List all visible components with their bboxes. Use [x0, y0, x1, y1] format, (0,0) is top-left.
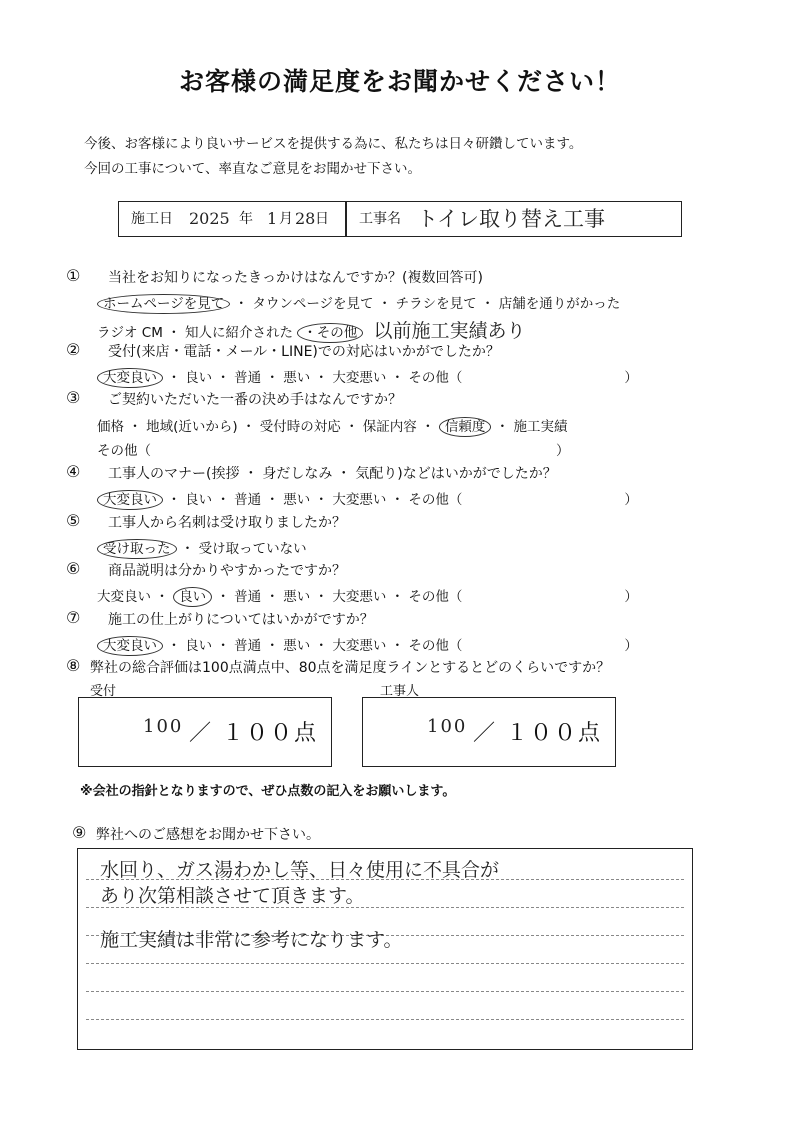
date-year-suffix: 年 [239, 211, 253, 227]
q7-text: 施工の仕上がりについてはいかがですか？ [108, 612, 374, 628]
date-month-suffix: 月 [279, 211, 293, 227]
q3-options-pre[interactable]: 価格 ・ 地域(近いから) ・ 受付時の対応 ・ 保証内容 ・ [97, 419, 439, 435]
q6-options-rest[interactable]: ・ 普通 ・ 悪い ・ 大変悪い ・ その他（ ） [212, 589, 638, 605]
q3-selected-option[interactable]: 信頼度 [439, 417, 492, 437]
q2-options [97, 366, 638, 386]
q5-text: 工事人から名刺は受け取りましたか？ [108, 515, 346, 531]
date-label[interactable]: 施工日 [131, 211, 173, 227]
q5-selected-option[interactable]: 受け取った [97, 539, 177, 559]
q1-options-radio[interactable]: ラジオ CM ・ 知人に紹介された [97, 325, 298, 341]
q4-selected-option[interactable]: 大変良い [97, 490, 163, 510]
q9-number: ⑨ [72, 823, 87, 842]
q1-text: 当社をお知りになったきっかけはなんですか？(複数回答可) [108, 270, 483, 286]
reception-score[interactable]: 100 [143, 716, 184, 737]
worker-score-suffix: ／ １００点 [473, 721, 602, 746]
q7-number: ⑦ [66, 608, 81, 627]
q3-options-post[interactable]: ・ 施工実績 [491, 419, 568, 435]
q6-options-pre[interactable]: 大変良い ・ [97, 589, 174, 605]
date-day[interactable]: 28 [295, 209, 316, 228]
q1-options-2 [97, 316, 526, 343]
q4-text: 工事人のマナー(挨拶 ・ 身だしなみ ・ 気配り)などはいかがでしたか？ [108, 466, 557, 482]
q4-options [97, 488, 638, 508]
q8-text: 弊社の総合評価は100点満点中、80点を満足度ラインとするとどのくらいですか？ [90, 660, 611, 676]
q9-text: 弊社へのご感想をお聞かせ下さい。 [96, 827, 320, 843]
q6-selected-option[interactable]: 良い [173, 587, 212, 607]
q4-number: ④ [66, 462, 81, 481]
q7-options-rest[interactable]: ・ 良い ・ 普通 ・ 悪い ・ 大変悪い ・ その他（ ） [163, 638, 638, 654]
q1-options-rest[interactable]: ・ タウンページを見て ・ チラシを見て ・ 店舗を通りがかった [230, 296, 621, 312]
q3-options [97, 415, 567, 435]
work-label: 工事名 [359, 211, 401, 227]
date-month[interactable]: 1 [267, 209, 278, 228]
date-day-suffix: 日 [315, 211, 329, 227]
comment-rule [86, 963, 684, 964]
q1-selected-other[interactable]: ・その他 [297, 323, 363, 343]
reception-score-box[interactable] [78, 697, 332, 767]
intro-line-1: 今後、お客様により良いサービスを提供する為に、私たちは日々研鑽しています。 [84, 136, 583, 152]
q6-number: ⑥ [66, 559, 81, 578]
q5-number: ⑤ [66, 511, 81, 530]
q6-text: 商品説明は分かりやすかったですか？ [108, 563, 346, 579]
worker-score-box[interactable] [362, 697, 616, 767]
reception-score-suffix: ／ １００点 [189, 721, 318, 746]
work-name[interactable]: トイレ取り替え工事 [417, 207, 605, 231]
q7-selected-option[interactable]: 大変良い [97, 636, 163, 656]
page-title: お客様の満足度をお聞かせください！ [178, 67, 621, 96]
q3-number: ③ [66, 388, 81, 407]
worker-label: 工事人 [380, 684, 420, 699]
score-note: ※会社の指針となりますので、ぜひ点数の記入をお願いします。 [80, 784, 456, 799]
q1-number: ① [66, 266, 81, 285]
q5-options [97, 537, 307, 557]
q3-text: ご契約いただいた一番の決め手はなんですか？ [108, 392, 402, 408]
q2-options-rest[interactable]: ・ 良い ・ 普通 ・ 悪い ・ 大変悪い ・ その他（ ） [163, 370, 638, 386]
q2-selected-option[interactable]: 大変良い [97, 368, 163, 388]
q1-other-handwritten[interactable]: 以前施工実績あり [373, 320, 526, 342]
comment-line-3[interactable]: 施工実績は非常に参考になります。 [100, 929, 403, 951]
work-info-box [118, 201, 682, 237]
q7-options [97, 634, 638, 654]
reception-label: 受付 [90, 684, 117, 699]
comment-line-2[interactable]: あり次第相談させて頂きます。 [100, 885, 365, 907]
comment-rule [86, 1019, 684, 1020]
intro-line-2: 今回の工事について、率直なご意見をお聞かせ下さい。 [84, 161, 421, 177]
q5-options-rest[interactable]: ・ 受け取っていない [176, 541, 307, 557]
q2-text: 受付(来店・電話・メール・LINE)での対応はいかがでしたか？ [108, 344, 500, 360]
q1-selected-homepage[interactable]: ホームページを見て [97, 294, 230, 314]
q8-number: ⑧ [66, 656, 81, 675]
worker-score[interactable]: 100 [427, 716, 468, 737]
q1-options-1 [97, 292, 620, 312]
comment-box[interactable] [77, 848, 693, 1050]
info-divider [345, 202, 347, 236]
q2-number: ② [66, 340, 81, 359]
comment-line-1[interactable]: 水回り、ガス湯わかし等、日々使用に不具合が [100, 859, 500, 881]
comment-rule [86, 991, 684, 992]
q3-other[interactable]: その他（ ） [97, 443, 570, 459]
q6-options [97, 585, 638, 605]
q4-options-rest[interactable]: ・ 良い ・ 普通 ・ 悪い ・ 大変悪い ・ その他（ ） [163, 492, 638, 508]
date-year[interactable]: 2025 [189, 209, 230, 228]
